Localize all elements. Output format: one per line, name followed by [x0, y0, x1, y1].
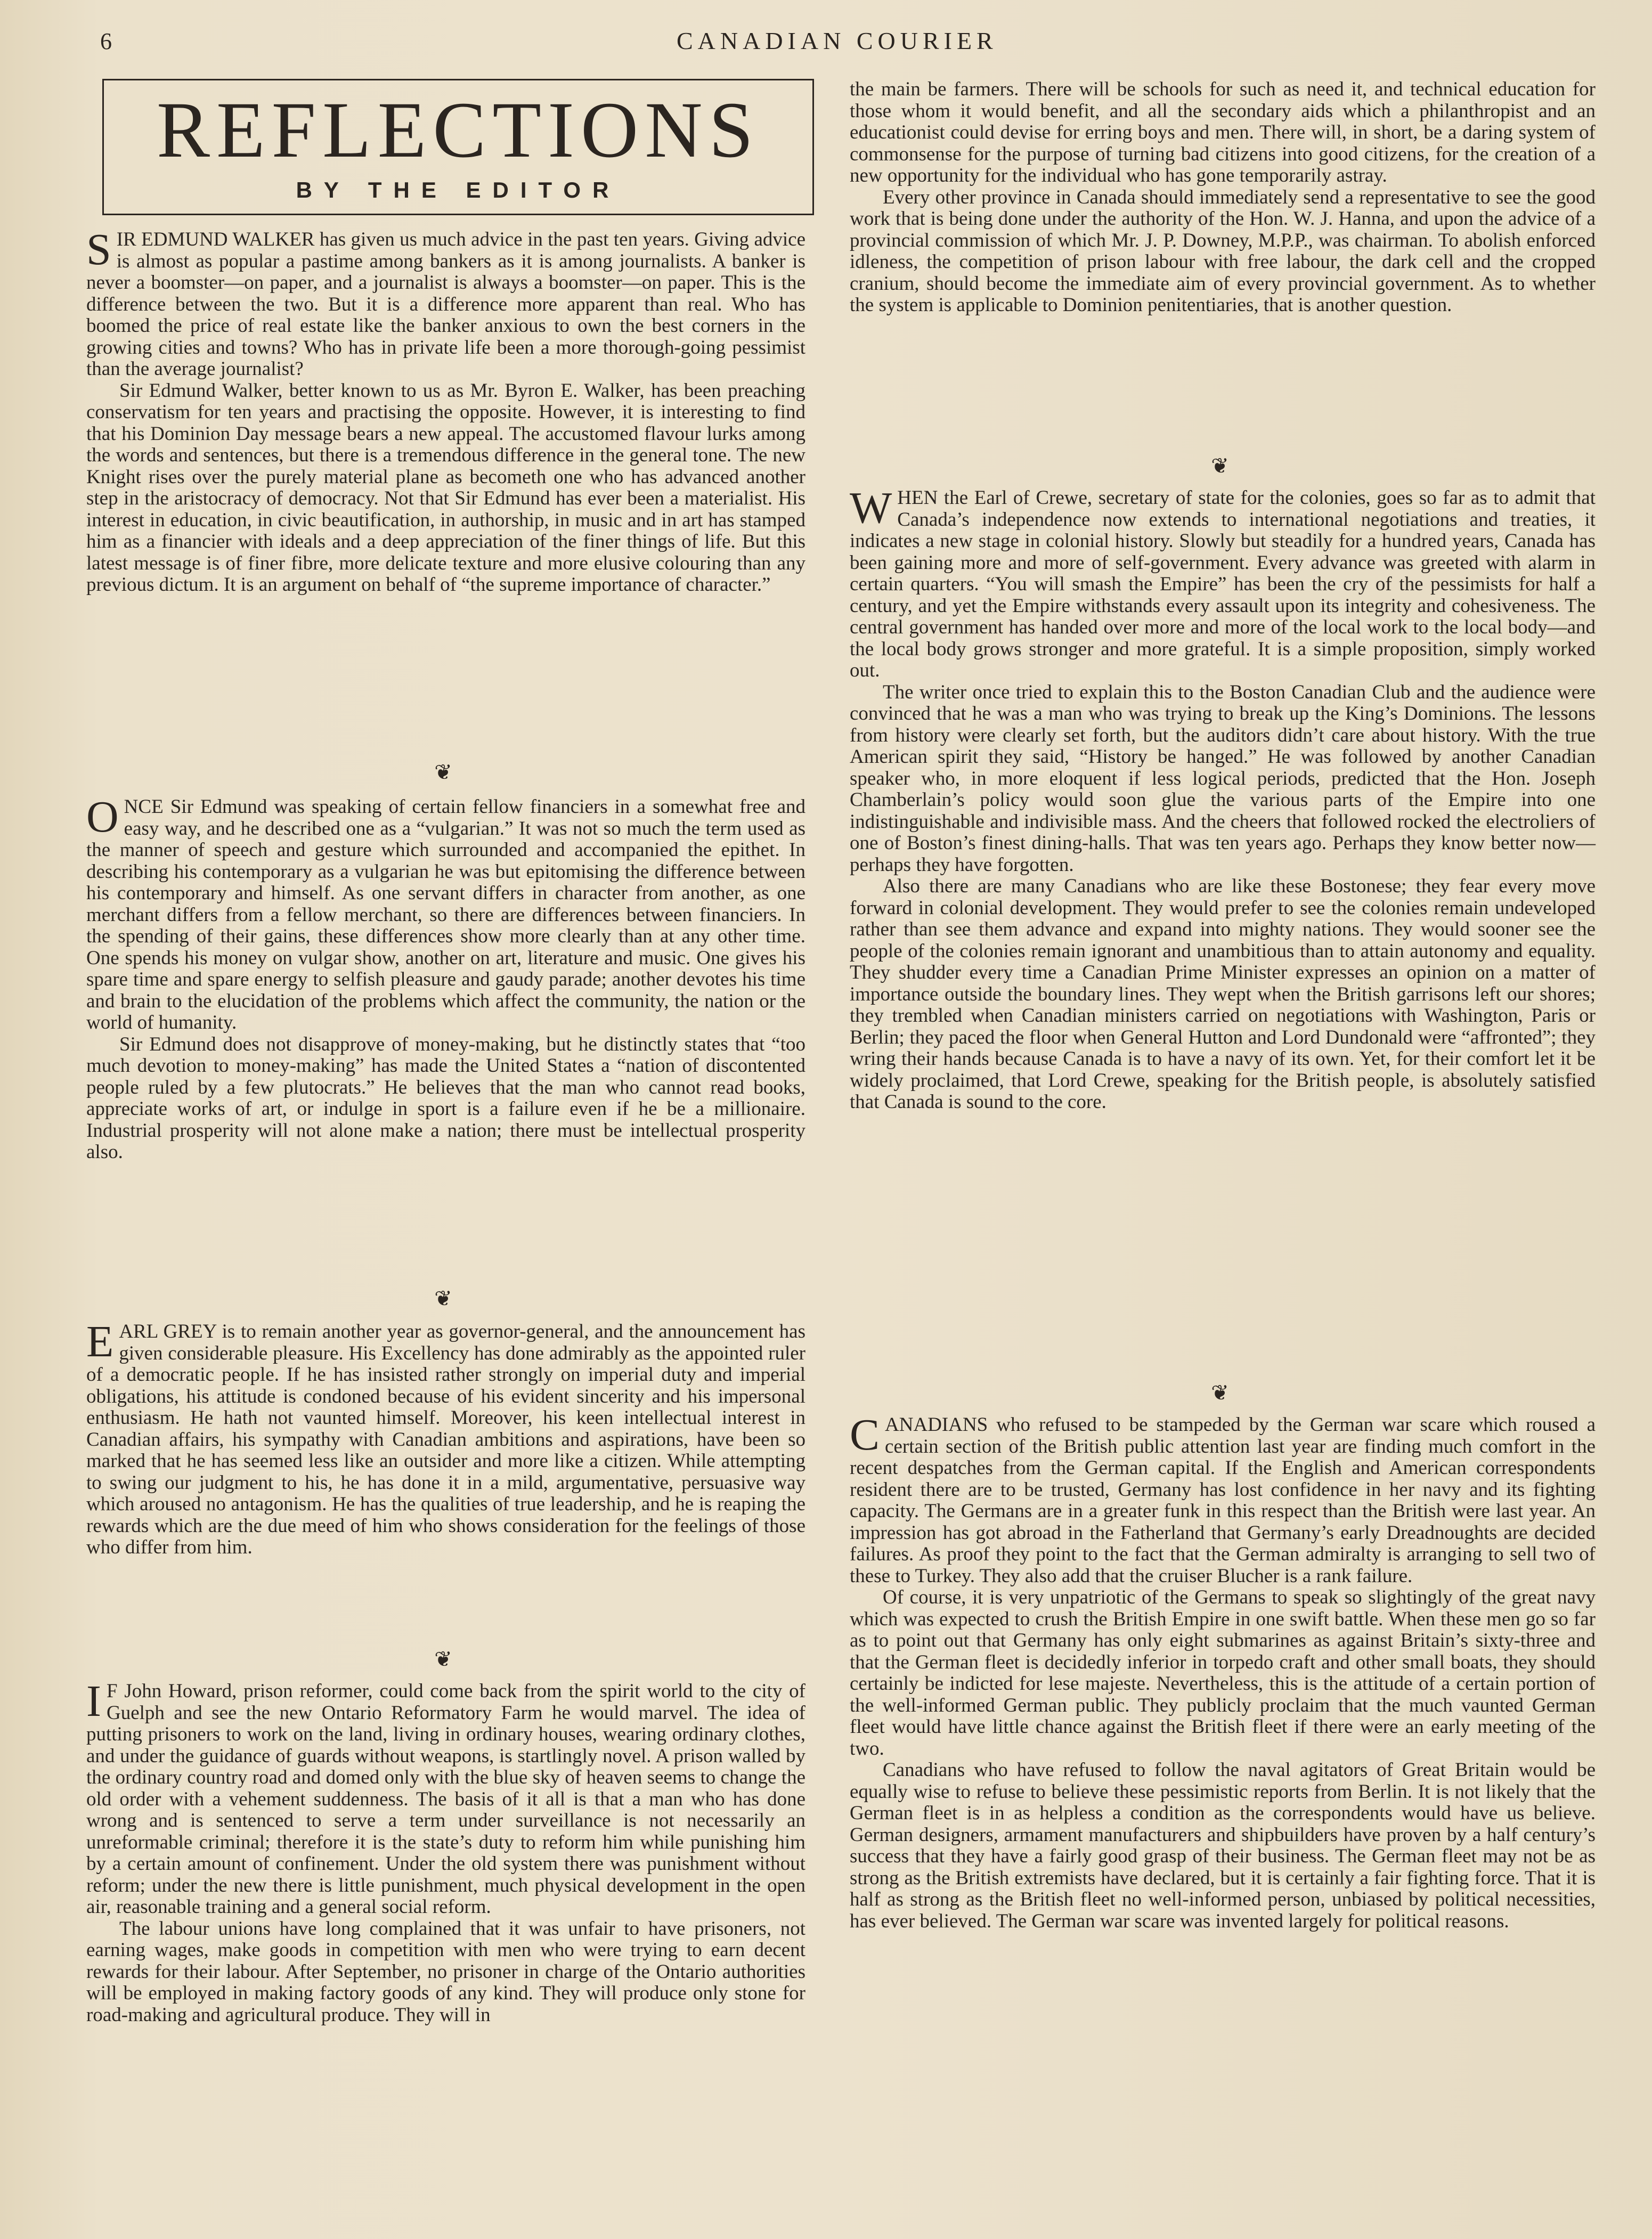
paragraph: Every other province in Canada should immediately send a representative to see the good work that is being done under the authority of the Hon. W. J. Hanna, and upon the advice of a provincial commission of which Mr. J. P. Downey, M.P.P., was chairman. To abolish enforced idleness, the competition of prison labour with free labour, the dark cell and the cropped cranium, should become the immediate aim of every provincial government. As to whether the system is applicable to Dominion penitentiaries, that is another question.	[850, 186, 1596, 316]
drop-cap: O	[86, 792, 119, 842]
paragraph: The writer once tried to explain this to the Boston Canadian Club and the audience were convinced that he was a man who was trying to break up the King’s Dominions. The lessons from history were clearly set forth, but the auditors didn’t care about history. With the true American spirit they said, “History be hanged.” He was followed by another Canadian speaker who, in more eloquent if less logical periods, predicted that the Hon. Joseph Chamberlain’s policy would soon glue the various parts of the Empire into one indistinguishable and indivisible mass. And the cheers that followed rocked the electroliers of one of Boston’s finest dining-halls. That was ten years ago. Perhaps they know better now—perhaps they have forgotten.	[850, 681, 1596, 876]
paragraph: Sir Edmund Walker, better known to us as Mr. Byron E. Walker, has been preaching conservatism for ten years and practising the opposite. However, it is interesting to find that his Dominion Day message bears a new appeal. The accustomed flavour lurks among the words and sentences, but there is a tremendous difference in the general tone. The new Knight rises over the purely material plane as becometh one who has advanced another step in the aristocracy of democracy. Not that Sir Edmund has ever been a materialist. His interest in education, in civic beautification, in authorship, in music and in art has stamped him as a financier with ideals and a deep appreciation of the finer things of life. But this latest message is of finer fibre, more delicate texture and more elusive colouring than any previous dictum. It is an argument on behalf of “the supreme importance of character.”	[86, 379, 805, 596]
drop-cap: E	[86, 1317, 114, 1366]
drop-cap: W	[850, 483, 892, 533]
fleuron-icon: ❦	[1211, 1381, 1229, 1405]
article-prison-reform	[86, 1676, 805, 2026]
paragraph: the main be farmers. There will be schools for such as need it, and technical education for those whom it would benefit, and all the secondary aids which a philanthropist and an educationist could devise for erring boys and men. There will, in short, be a daring system of commonsense for the purpose of turning bad citizens into good citizens, for the creation of a new opportunity for the individual who has gone temporarily astray.	[850, 78, 1596, 186]
article-german-war-scare	[850, 1410, 1596, 1932]
paragraph: WHEN the Earl of Crewe, secretary of state for the colonies, goes so far as to admit that Canada’s independence now extends to international negotiations and treaties, it indicates a new stage in colonial history. Slowly but steadily for a hundred years, Canada has been gaining more and more of self-government. Every advance was greeted with alarm in certain quarters. “You will smash the Empire” has been the cry of the pessimists for half a century, and yet the Empire withstands every assault upon its integrity and cohesiveness. The central government has handed over more and more of the local work to the local body—and the local body grows stronger and more grateful. It is a simple proposition, simply worked out.	[850, 483, 1596, 681]
fleuron-icon: ❦	[434, 1647, 452, 1671]
article-prison-reform-continued	[850, 79, 1596, 316]
fleuron-icon: ❦	[434, 1287, 452, 1310]
drop-cap: C	[850, 1410, 880, 1460]
paragraph: Of course, it is very unpatriotic of the Germans to speak so slightingly of the great navy which was expected to crush the British Empire in one swift battle. When these men go so far as to point out that Germany has only eight submarines as against Britain’s sixty-three and that the German fleet is decidedly inferior in torpedo craft and other small boats, they should certainly be indicted for lese majeste. Nevertheless, this is the attitude of a certain portion of the well-informed German public. They publicly proclaim that the much vaunted German fleet would have little chance against the British fleet if there were an early meeting of the two.	[850, 1586, 1596, 1760]
page-number: 6	[100, 28, 112, 54]
paragraph: The labour unions have long complained that it was unfair to have prisoners, not earning wages, make goods in competition with men who were trying to earn decent rewards for their labour. After September, no prisoner in charge of the Ontario authorities will be employed in making factory goods of any kind. They will produce only stone for road-making and agricultural produce. They will in	[86, 1917, 805, 2026]
paragraph: I F John Howard, prison reformer, could come back from the spirit world to the city of Guelph and see the new Ontario Reformatory Farm he would marvel. The idea of putting prisoners to work on the land, living in ordinary houses, wearing ordinary clothes, and under the guidance of guards without weapons, is startlingly novel. A prison walled by the ordinary country road and domed only with the blue sky of heaven seems to change the old order with a vehement suddenness. The basis of it all is that a man who has done wrong and is sentenced to serve a term under surveillance is not necessarily an unreformable criminal; therefore it is the state’s duty to reform him while punishing him by a certain amount of confinement. Under the old system there was punishment without reform; under the new there is little punishment, much physical development in the open air, reasonable training and a general social reform.	[86, 1676, 805, 1918]
paragraph: Also there are many Canadians who are like these Bostonese; they fear every move forward in colonial development. They would prefer to see the colonies remain undeveloped rather than see them advance and expand into mighty nations. They would sooner see the people of the colonies remain ignorant and unambitious than to attain autonomy and equality. They shudder every time a Canadian Prime Minister expresses an opinion on a matter of importance outside the boundary lines. They wept when the British garrisons left our shores; they trembled when Canadian ministers carried on negotiations with Washington, Paris or Berlin; they paced the floor when General Hutton and Lord Dundonald were “affronted”; they wring their hands because Canada is to have a navy of its own. Yet, for their comfort let it be widely proclaimed, that Lord Crewe, speaking for the British people, is absolutely satisfied that Canada is sound to the core.	[850, 875, 1596, 1113]
article-earl-of-crewe	[850, 483, 1596, 1113]
paragraph: Sir Edmund does not disapprove of money-making, but he distinctly states that “too much devotion to money-making” has made the United States a “nation of discontented people ruled by a few plutocrats.” He believes that the man who cannot read books, appreciate works of art, or indulge in sport is a failure even if he be a millionaire. Industrial prosperity will not alone make a nation; there must be intellectual prosperity also.	[86, 1033, 805, 1163]
fleuron-icon: ❦	[1211, 454, 1229, 478]
article-walker	[86, 225, 805, 596]
article-earl-grey	[86, 1317, 805, 1559]
article-financiers	[86, 792, 805, 1163]
drop-cap: I	[86, 1676, 101, 1726]
page-title: REFLECTIONS	[156, 86, 760, 174]
paragraph: SIR EDMUND WALKER has given us much advice in the past ten years. Giving advice is almost as popular a pastime among bankers as it is among journalists. A banker is never a boomster—on paper, and a journalist is always a boomster—on paper. This is the difference between the two. But it is a difference more apparent than real. Who has boomed the price of real estate like the banker anxious to own the best corners in the growing cities and towns? Who has in private life been a more thorough-going pessimist than the average journalist?	[86, 225, 805, 380]
paragraph: CANADIANS who refused to be stampeded by the German war scare which roused a certain section of the British public attention last year are finding much comfort in the recent despatches from the German capital. If the English and American correspondents resident there are to be trusted, Germany has lost confidence in her navy and its fighting capacity. The Germans are in a greater funk in this respect than the British were last year. An impression has got abroad in the Fatherland that Germany’s early Dreadnoughts are decided failures. As proof they point to the fact that the German admiralty is arranging to sell two of these to Turkey. They also add that the cruiser Blucher is a rank failure.	[850, 1410, 1596, 1587]
drop-cap: S	[86, 225, 111, 274]
byline: BY THE EDITOR	[296, 177, 621, 202]
paragraph: ONCE Sir Edmund was speaking of certain fellow financiers in a somewhat free and easy way, and he described one as a “vulgarian.” It was not so much the term used as the manner of speech and gesture which surrounded and accompanied the epithet. In describing his contemporary as a vulgarian he was but epitomising the difference between his contemporary and himself. As one servant differs in character from another, as one merchant differs from a fellow merchant, so there are differences between financiers. In the spending of their gains, these differences show more clearly than at any other time. One spends his money on vulgar show, another on art, literature and music. One gives his spare time and spare energy to selfish pleasure and gaudy parade; another devotes his time and brain to the elucidation of the problems which affect the community, the nation or the world of humanity.	[86, 792, 805, 1033]
fleuron-icon: ❦	[434, 760, 452, 784]
masthead-box	[102, 79, 814, 215]
running-head: CANADIAN COURIER	[677, 27, 998, 54]
paragraph: EARL GREY is to remain another year as governor-general, and the announcement has given considerable pleasure. His Excellency has done admirably as the appointed ruler of a democratic people. If he has insisted rather strongly on imperial duty and imperial obligations, his attitude is condoned because of his evident sincerity and his impersonal enthusiasm. He hath not vaunted himself. Moreover, his keen intellectual interest in Canadian affairs, his sympathy with Canadian ambitions and aspirations, have been so marked that he has seemed less like an outsider and more like a citizen. While attempting to swing our judgment to his, he has done it in a mild, argumentative, persuasive way which aroused no antagonism. He has the qualities of true leadership, and he is reaping the rewards which are the due meed of him who shows consideration for the feelings of those who differ from him.	[86, 1317, 805, 1558]
paragraph: Canadians who have refused to follow the naval agitators of Great Britain would be equally wise to refuse to believe these pessimistic reports from Berlin. It is not likely that the German fleet is in as helpless a condition as the correspondents would have us believe. German designers, armament manufacturers and shipbuilders have proven by a half century’s success that they have a fairly good grasp of their business. The German fleet may not be as strong as the British extremists have declared, but it is certainly a fair fighting force. That it is half as strong as the British fleet no well-informed person, unbiased by political necessities, has ever believed. The German war scare was invented largely for political reasons.	[850, 1759, 1596, 1932]
